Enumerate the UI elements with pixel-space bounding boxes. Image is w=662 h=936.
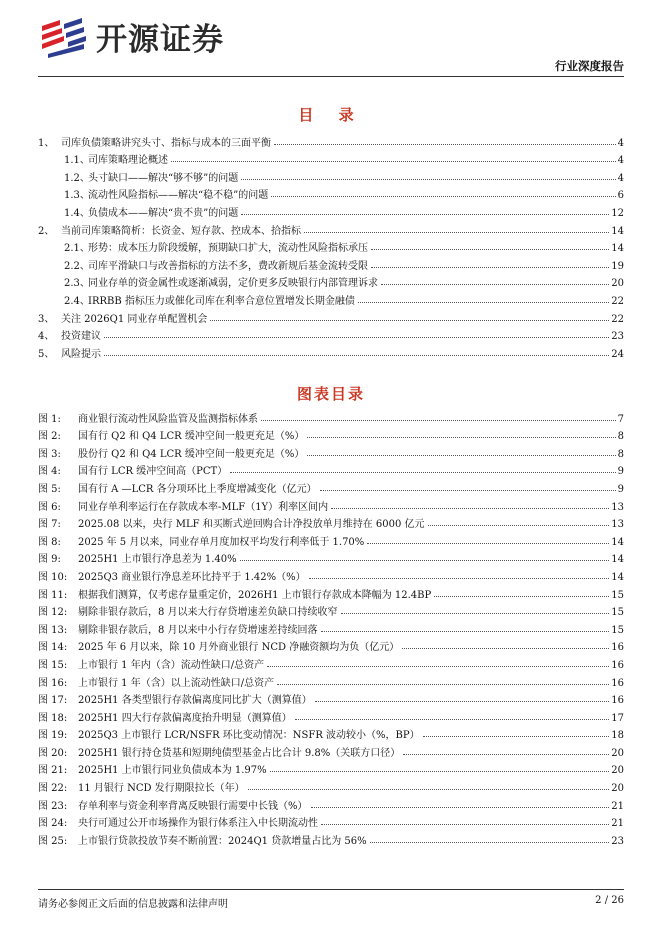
- leader-dots: [307, 455, 615, 456]
- figure-toc-entry[interactable]: [38, 442, 624, 460]
- entry-page: 16: [611, 642, 624, 654]
- leader-dots: [104, 355, 609, 356]
- leader-dots: [423, 736, 610, 737]
- leader-dots: [230, 472, 615, 473]
- entry-title: 当前司库策略简析：长资金、短存款、控成本、拾指标: [61, 225, 301, 237]
- entry-number: 1.2、: [64, 172, 90, 184]
- entry-page: 14: [611, 225, 624, 237]
- figure-toc-entry[interactable]: [38, 565, 624, 583]
- figure-toc-entry[interactable]: [38, 477, 624, 495]
- entry-number: 图 24:: [38, 818, 68, 830]
- figure-toc-entry[interactable]: [38, 407, 624, 425]
- entry-page: 4: [617, 137, 624, 149]
- toc-entry[interactable]: [38, 307, 624, 325]
- entry-title: 上市银行贷款投放节奏不断前置：2024Q1 贷款增量占比为 56%: [78, 835, 367, 847]
- toc-entry[interactable]: [38, 289, 624, 307]
- entry-title: 2025H1 四大行存款偏离度抬升明显（测算值）: [78, 712, 292, 724]
- entry-number: 3、: [38, 313, 55, 325]
- entry-page: 14: [611, 571, 624, 583]
- figure-toc-entry[interactable]: [38, 794, 624, 812]
- entry-page: 9: [617, 466, 624, 478]
- entry-page: 20: [611, 783, 624, 795]
- entry-title: 2025H1 上市银行净息差为 1.40%: [78, 554, 237, 566]
- entry-title: 2025 年 6 月以来，除 10 月外商业银行 NCD 净融资额均为负（亿元）: [78, 642, 400, 654]
- toc-entry[interactable]: [38, 166, 624, 184]
- entry-title: 2025 年 5 月以来，同业存单月度加权平均发行利率低于 1.70%: [78, 536, 365, 548]
- entry-title: 同业存单的资金属性或逐渐减弱，定价更多反映银行内部管理诉求: [88, 278, 378, 290]
- entry-number: 图 10:: [38, 571, 68, 583]
- entry-page: 14: [611, 536, 624, 548]
- entry-number: 图 1:: [38, 413, 61, 425]
- entry-page: 16: [611, 677, 624, 689]
- entry-title: 存单利率与资金利率背离反映银行需要中长钱（%）: [78, 800, 308, 812]
- figure-toc-entry[interactable]: [38, 653, 624, 671]
- leader-dots: [381, 284, 609, 285]
- leader-dots: [434, 596, 609, 597]
- leader-dots: [370, 842, 610, 843]
- entry-page: 15: [611, 624, 624, 636]
- leader-dots: [321, 631, 610, 632]
- leader-dots: [341, 613, 610, 614]
- entry-page: 9: [617, 483, 624, 495]
- entry-title: 头寸缺口——解决“够不够”的问题: [88, 172, 239, 184]
- figure-toc-entry[interactable]: [38, 724, 624, 742]
- entry-title: 国有行 Q2 和 Q4 LCR 缓冲空间一般更充足（%）: [78, 431, 305, 443]
- entry-number: 2.3、: [64, 278, 90, 290]
- leader-dots: [315, 701, 610, 702]
- leader-dots: [295, 719, 610, 720]
- toc-entry[interactable]: [38, 219, 624, 237]
- header-divider: [38, 76, 624, 77]
- leader-dots: [241, 179, 615, 180]
- entry-page: 24: [611, 348, 624, 360]
- leader-dots: [331, 508, 609, 509]
- leader-dots: [371, 267, 609, 268]
- page-footer: [38, 889, 624, 910]
- leader-dots: [371, 249, 609, 250]
- entry-page: 15: [611, 607, 624, 619]
- leader-dots: [403, 754, 609, 755]
- entry-number: 图 7:: [38, 519, 61, 531]
- entry-title: 剔除非银存款后，8 月以来大行存贷增速差负缺口持续收窄: [78, 607, 338, 619]
- entry-page: 16: [611, 659, 624, 671]
- entry-title: 剔除非银存款后，8 月以来中小行存贷增速差持续回落: [78, 624, 318, 636]
- entry-page: 7: [617, 413, 624, 425]
- entry-number: 图 12:: [38, 607, 68, 619]
- leader-dots: [428, 525, 610, 526]
- leader-dots: [270, 771, 610, 772]
- entry-number: 图 16:: [38, 677, 68, 689]
- leader-dots: [240, 560, 610, 561]
- figure-toc-entry[interactable]: [38, 776, 624, 794]
- entry-number: 2.4、: [64, 295, 90, 307]
- entry-number: 图 13:: [38, 624, 68, 636]
- entry-page: 16: [611, 695, 624, 707]
- leader-dots: [304, 232, 609, 233]
- leader-dots: [267, 666, 609, 667]
- entry-title: 央行可通过公开市场操作为银行体系注入中长期流动性: [78, 818, 318, 830]
- entry-title: 2025.08 以来，央行 MLF 和买断式逆回购合计净投放单月维持在 6000 亿元: [78, 519, 425, 531]
- toc-entry[interactable]: [38, 254, 624, 272]
- entry-title: 2025H1 各类型银行存款偏离度同比扩大（测算值）: [78, 695, 312, 707]
- entry-page: 20: [611, 747, 624, 759]
- toc-entry[interactable]: [38, 184, 624, 202]
- entry-title: 负债成本——解决“贵不贵”的问题: [88, 207, 239, 219]
- figure-toc-entry[interactable]: [38, 495, 624, 513]
- figure-toc-entry[interactable]: [38, 548, 624, 566]
- entry-number: 图 15:: [38, 659, 68, 671]
- entry-title: 国有行 A —LCR 各分项环比上季度增减变化（亿元）: [78, 483, 317, 495]
- entry-page: 17: [611, 712, 624, 724]
- entry-number: 图 25:: [38, 835, 68, 847]
- entry-number: 图 6:: [38, 501, 61, 513]
- entry-title: 上市银行 1 年（含）以上流动性缺口/总资产: [78, 677, 275, 689]
- entry-page: 13: [611, 519, 624, 531]
- toc-entry[interactable]: [38, 149, 624, 167]
- leader-dots: [358, 302, 609, 303]
- figure-toc-entry[interactable]: [38, 671, 624, 689]
- entry-page: 12: [611, 207, 624, 219]
- entry-title: 2025H1 银行持仓货基和短期纯债型基金占比合计 9.8%（关联方口径）: [78, 747, 401, 759]
- toc-entry[interactable]: [38, 272, 624, 290]
- entry-number: 图 9:: [38, 554, 61, 566]
- entry-number: 图 5:: [38, 483, 61, 495]
- entry-title: 司库负债策略讲究头寸、指标与成本的三面平衡: [61, 137, 271, 149]
- entry-title: 司库平滑缺口与改善指标的方法不多，费改新规后基金流转受限: [88, 260, 368, 272]
- entry-number: 图 18:: [38, 712, 68, 724]
- entry-page: 4: [617, 172, 624, 184]
- entry-page: 14: [611, 554, 624, 566]
- entry-number: 图 22:: [38, 783, 68, 795]
- toc-entry[interactable]: [38, 325, 624, 343]
- entry-number: 图 17:: [38, 695, 68, 707]
- entry-number: 图 19:: [38, 730, 68, 742]
- entry-title: 同业存单利率运行在存款成本率-MLF（1Y）利率区间内: [78, 501, 329, 513]
- leader-dots: [367, 543, 609, 544]
- leader-dots: [241, 214, 609, 215]
- brand-name: 开源证券: [96, 22, 224, 58]
- entry-number: 1、: [38, 137, 55, 149]
- entry-page: 8: [617, 448, 624, 460]
- figure-toc-entry[interactable]: [38, 829, 624, 847]
- figure-toc-entry[interactable]: [38, 530, 624, 548]
- figure-toc-entry[interactable]: [38, 513, 624, 531]
- entry-title: 风险提示: [61, 348, 101, 360]
- entry-page: 8: [617, 431, 624, 443]
- entry-title: 2025H1 上市银行同业负债成本为 1.97%: [78, 765, 267, 777]
- leader-dots: [171, 161, 616, 162]
- toc-entry[interactable]: [38, 131, 624, 149]
- entry-title: 根据我们测算，仅考虑存量重定价，2026H1 上市银行存款成本降幅为 12.4BP: [78, 589, 432, 601]
- figure-toc-entry[interactable]: [38, 812, 624, 830]
- toc-entry[interactable]: [38, 342, 624, 360]
- toc-title: 目 录: [298, 106, 364, 124]
- entry-page: 13: [611, 501, 624, 513]
- entry-number: 图 8:: [38, 536, 61, 548]
- entry-page: 15: [611, 589, 624, 601]
- page-header: [38, 14, 624, 80]
- figure-toc-entry[interactable]: [38, 706, 624, 724]
- entry-number: 图 23:: [38, 800, 68, 812]
- figure-toc-entry[interactable]: [38, 618, 624, 636]
- entry-page: 22: [611, 313, 624, 325]
- leader-dots: [321, 824, 609, 825]
- entry-page: 6: [617, 190, 624, 202]
- entry-title: 流动性风险指标——解决“稳不稳”的问题: [88, 190, 269, 202]
- entry-title: 关注 2026Q1 同业存单配置机会: [61, 313, 208, 325]
- entry-title: 投资建议: [61, 331, 101, 343]
- toc-entry[interactable]: [38, 237, 624, 255]
- entry-title: 2025Q3 商业银行净息差环比持平于 1.42%（%）: [78, 571, 306, 583]
- figure-toc-entry[interactable]: [38, 759, 624, 777]
- leader-dots: [402, 648, 609, 649]
- entry-title: IRRBB 指标压力或催化司库在利率合意位置增发长期金融债: [88, 295, 355, 307]
- entry-title: 2025Q3 上市银行 LCR/NSFR 环比变动情况：NSFR 波动较小（%，BP）: [78, 730, 420, 742]
- leader-dots: [311, 807, 610, 808]
- page-number: 2 / 26: [595, 895, 624, 906]
- entry-title: 国有行 LCR 缓冲空间高（PCT）: [78, 466, 228, 478]
- entry-number: 1.1、: [64, 155, 90, 167]
- figure-toc-entry[interactable]: [38, 636, 624, 654]
- entry-page: 21: [611, 818, 624, 830]
- entry-page: 21: [611, 800, 624, 812]
- figure-toc-entry[interactable]: [38, 460, 624, 478]
- entry-page: 19: [611, 260, 624, 272]
- entry-number: 5、: [38, 348, 55, 360]
- footer-disclaimer: 请务必参阅正文后面的信息披露和法律声明: [38, 899, 228, 910]
- entry-page: 4: [617, 155, 624, 167]
- entry-page: 20: [611, 278, 624, 290]
- entry-title: 股份行 Q2 和 Q4 LCR 缓冲空间一般更充足（%）: [78, 448, 305, 460]
- logo-icon: [38, 18, 88, 56]
- entry-page: 23: [611, 331, 624, 343]
- entry-page: 20: [611, 765, 624, 777]
- figure-toc-entry[interactable]: [38, 741, 624, 759]
- entry-number: 2.1、: [64, 243, 90, 255]
- figure-toc-entry[interactable]: [38, 425, 624, 443]
- leader-dots: [309, 578, 610, 579]
- entry-number: 图 2:: [38, 431, 61, 443]
- entry-title: 11 月银行 NCD 发行期限拉长（年）: [78, 783, 245, 795]
- entry-page: 14: [611, 243, 624, 255]
- figure-toc-title: 图表目录: [296, 385, 365, 403]
- leader-dots: [210, 320, 609, 321]
- leader-dots: [274, 144, 616, 145]
- entry-number: 图 11:: [38, 589, 68, 601]
- leader-dots: [277, 684, 609, 685]
- leader-dots: [271, 196, 615, 197]
- entry-number: 4、: [38, 331, 55, 343]
- leader-dots: [307, 437, 615, 438]
- figure-toc-entry[interactable]: [38, 601, 624, 619]
- toc-list: [38, 131, 624, 360]
- toc-entry[interactable]: [38, 201, 624, 219]
- entry-page: 18: [611, 730, 624, 742]
- entry-title: 司库策略理论概述: [88, 155, 168, 167]
- entry-title: 商业银行流动性风险监管及监测指标体系: [78, 413, 258, 425]
- leader-dots: [261, 420, 616, 421]
- entry-number: 2、: [38, 225, 55, 237]
- leader-dots: [104, 337, 609, 338]
- entry-number: 图 14:: [38, 642, 68, 654]
- entry-number: 1.3、: [64, 190, 90, 202]
- entry-number: 图 3:: [38, 448, 61, 460]
- figure-toc-entry[interactable]: [38, 689, 624, 707]
- leader-dots: [320, 490, 616, 491]
- report-type-label: 行业深度报告: [555, 59, 624, 73]
- entry-number: 图 4:: [38, 466, 61, 478]
- entry-title: 形势：成本压力阶段缓解，预期缺口扩大，流动性风险指标承压: [88, 243, 368, 255]
- entry-number: 2.2、: [64, 260, 90, 272]
- leader-dots: [248, 789, 610, 790]
- entry-number: 图 21:: [38, 765, 68, 777]
- entry-page: 23: [611, 835, 624, 847]
- entry-number: 图 20:: [38, 747, 68, 759]
- entry-title: 上市银行 1 年内（含）流动性缺口/总资产: [78, 659, 265, 671]
- figure-toc-list: [38, 407, 624, 847]
- entry-number: 1.4、: [64, 207, 90, 219]
- brand-logo: [38, 14, 224, 59]
- entry-page: 22: [611, 295, 624, 307]
- figure-toc-entry[interactable]: [38, 583, 624, 601]
